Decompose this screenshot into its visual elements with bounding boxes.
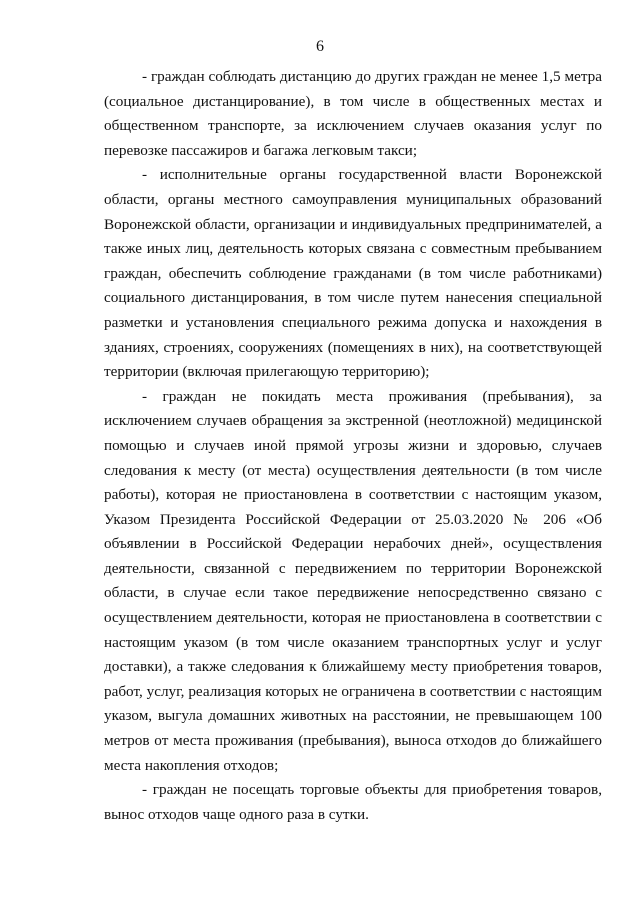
paragraph-authorities-obligations: - исполнительные органы государственной власти Воронежской области, органы местного самоуправления муниципальных образований Воронежской области, организации и индивидуальных предпринимателей, а также иных лиц, деятельность которых связана с совместным пребыванием граждан, обеспечить соблюдение гражданами (в том числе работниками) социального дистанцирования, в том числе путем нанесения специальной разметки и установления специального режима допуска и нахождения в зданиях, строениях, сооружениях (помещениях в них), на соответствующей территории (включая прилегающую территорию); [104, 166, 602, 381]
page-number: 6 [316, 38, 324, 55]
document-body [104, 65, 602, 827]
paragraph-shopping-limits: - граждан не посещать торговые объекты для приобретения товаров, вынос отходов чаще одного раза в сутки. [104, 781, 602, 823]
paragraph-stay-at-home: - граждан не покидать места проживания (пребывания), за исключением случаев обращения за экстренной (неотложной) медицинской помощью и случаев иной прямой угрозы жизни и здоровью, случаев следования к месту (от места) осуществления деятельности (в том числе работы), которая не приостановлена в соответствии с настоящим указом, Указом Президента Российской Федерации от 25.03.2020 № 206 «Об объявлении в Российской Федерации нерабочих дней», осуществления деятельности, связанной с передвижением по территории Воронежской области, в случае если такое передвижение непосредственно связано с осуществлением деятельности, которая не приостановлена в соответствии с настоящим указом (в том числе оказанием транспортных услуг и услуг доставки), а также следования к ближайшему месту приобретения товаров, работ, услуг, реализация которых не ограничена в соответствии с настоящим указом, выгула домашних животных на расстоянии, не превышающем 100 метров от места проживания (пребывания), выноса отходов до ближайшего места накопления отходов; [104, 387, 602, 774]
paragraph-social-distancing: - граждан соблюдать дистанцию до других граждан не менее 1,5 метра (социальное дистанцирование), в том числе в общественных местах и общественном транспорте, за исключением случаев оказания услуг по перевозке пассажиров и багажа легковым такси; [104, 68, 602, 159]
